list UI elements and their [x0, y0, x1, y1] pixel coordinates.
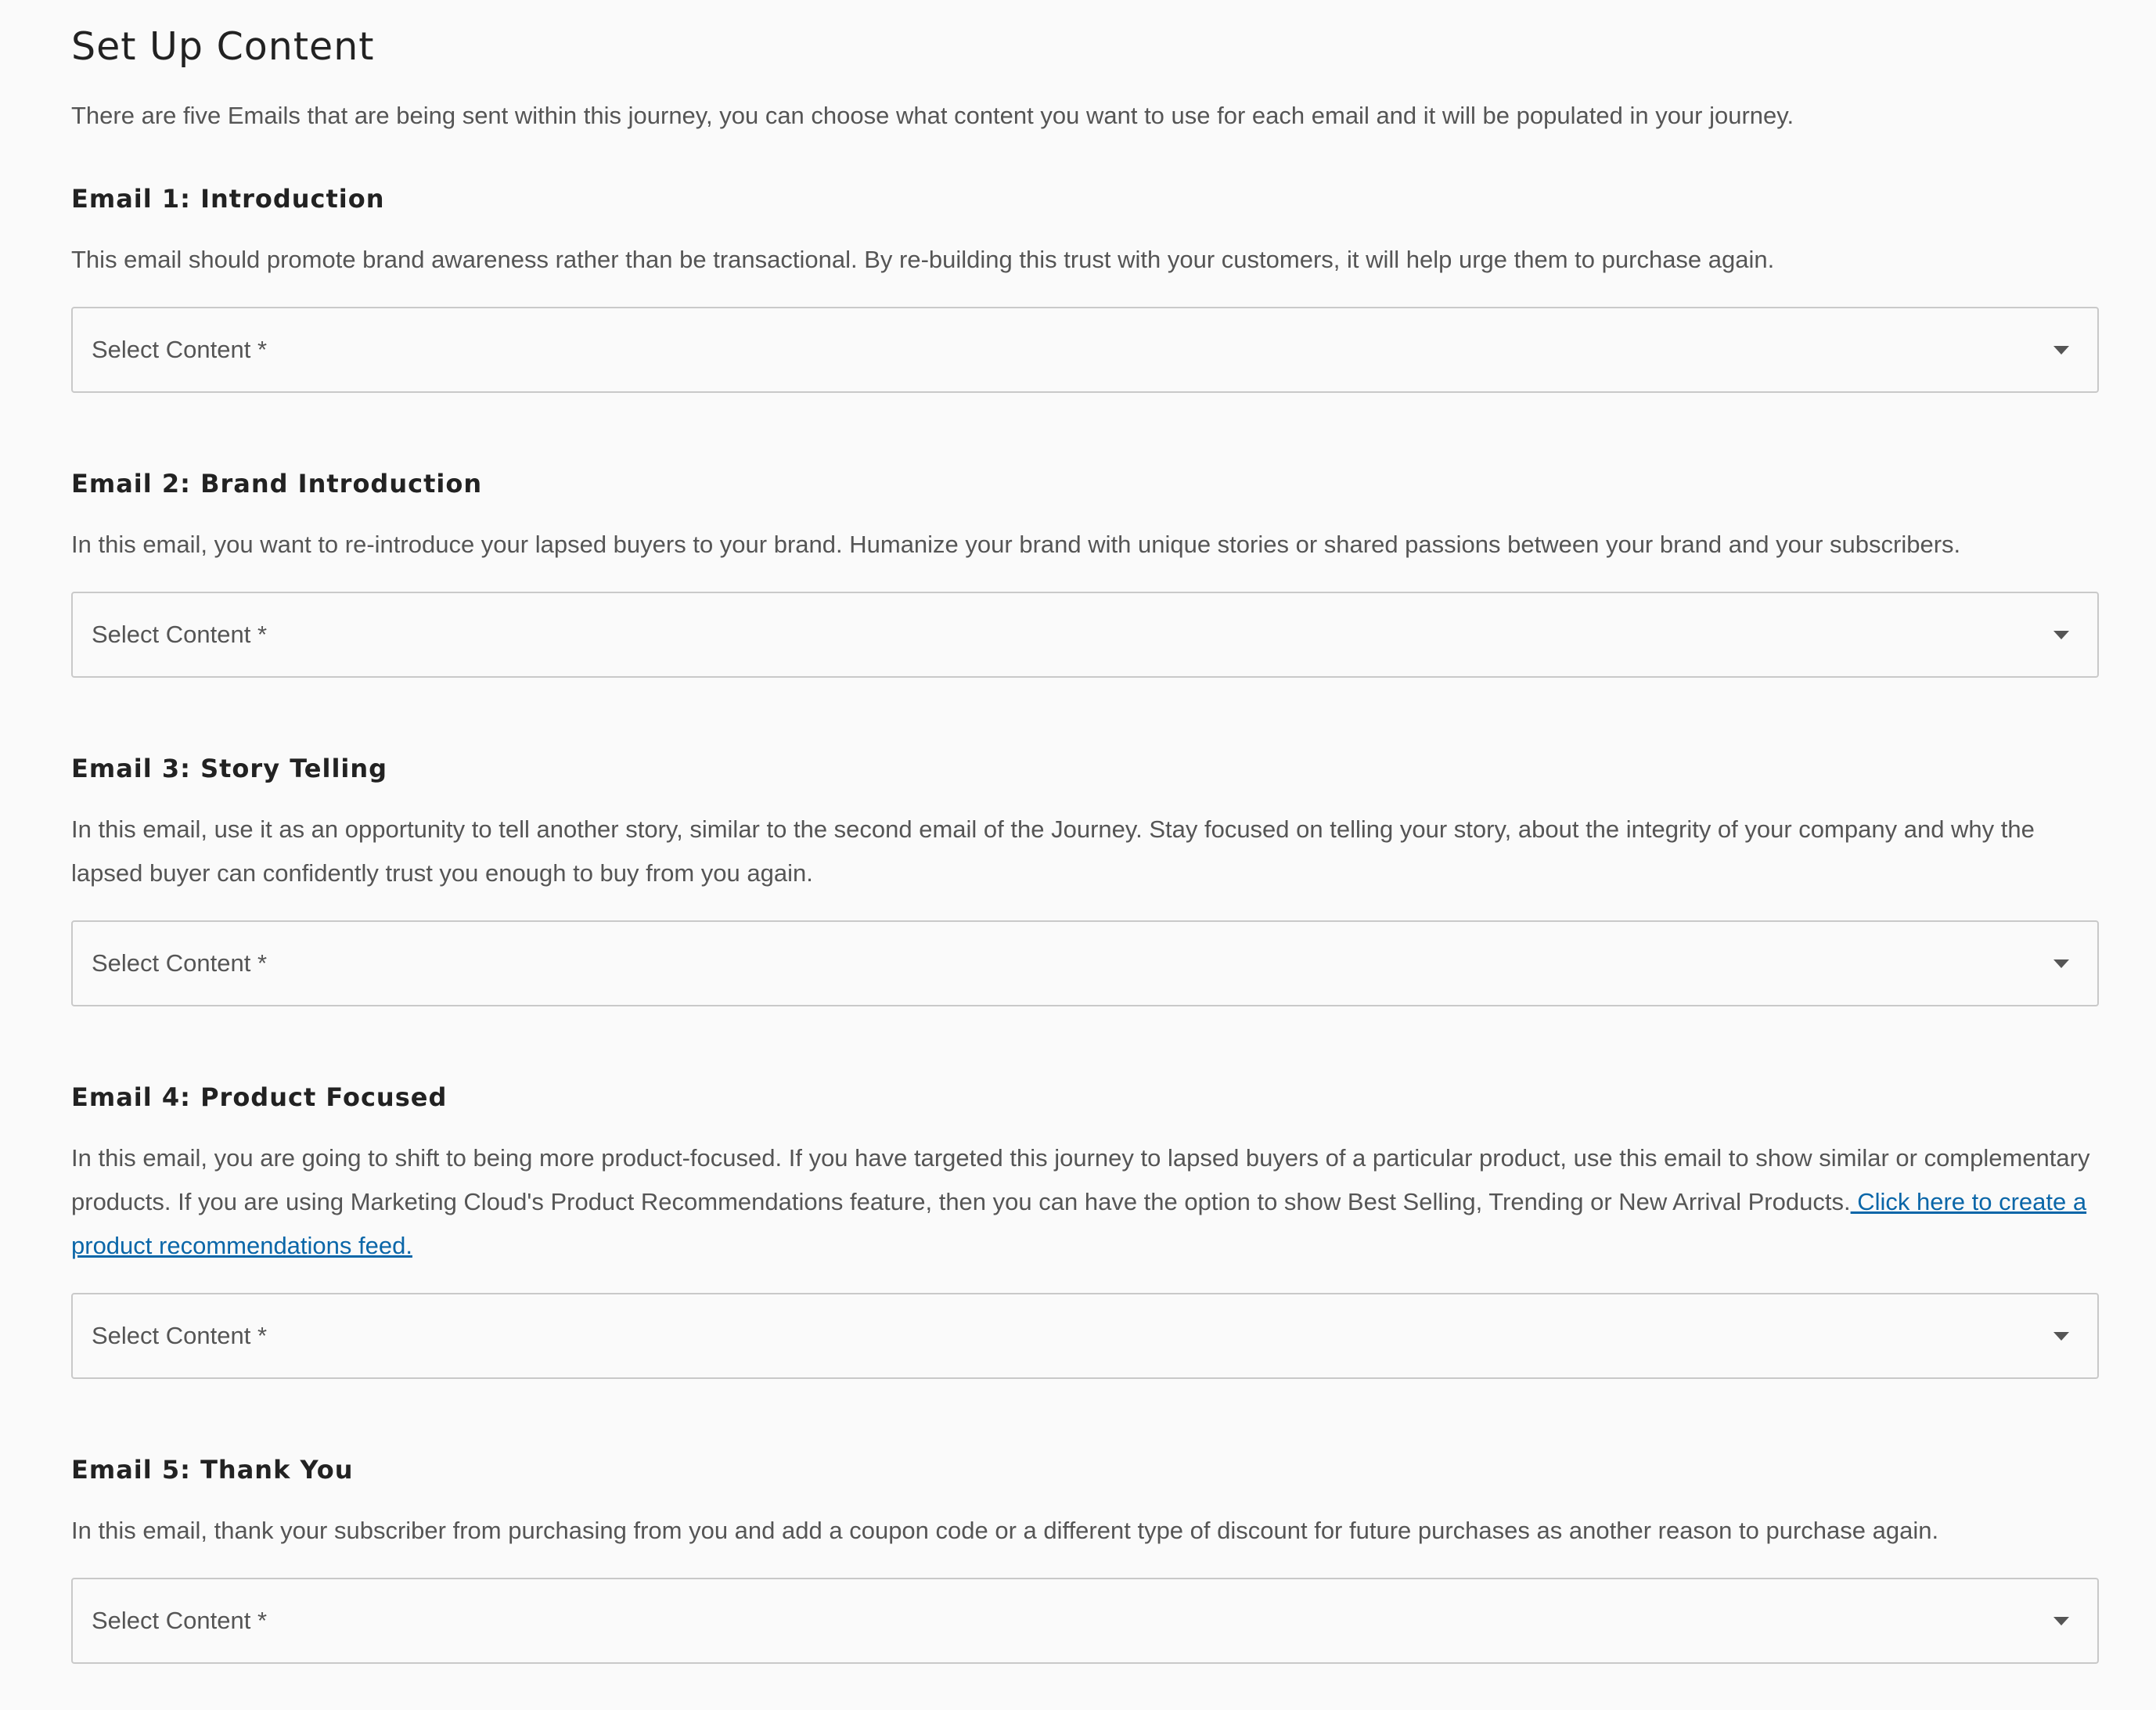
email-2-description: In this email, you want to re-introduce your lapsed buyers to your brand. Humanize your brand with unique stories or shared passions between your brand and your subscribers. — [71, 531, 1961, 558]
page-title: Set Up Content — [71, 24, 375, 69]
chevron-down-icon — [2053, 631, 2069, 639]
email-1-description: This email should promote brand awareness rather than be transactional. By re-building this trust with your customers, it will help urge them to purchase again. — [71, 246, 1775, 273]
email-1-heading: Email 1: Introduction — [71, 184, 385, 214]
email-2-content-select[interactable] — [71, 592, 2099, 678]
email-5-select-placeholder: Select Content * — [92, 1607, 268, 1634]
email-1-select-placeholder: Select Content * — [92, 336, 268, 363]
email-5-content-select[interactable] — [71, 1578, 2099, 1664]
email-2-heading: Email 2: Brand Introduction — [71, 469, 483, 499]
email-4-select-placeholder: Select Content * — [92, 1322, 268, 1349]
chevron-down-icon — [2053, 346, 2069, 355]
email-4-description-text: In this email, you are going to shift to being more product-focused. If you have targeted this journey to lapsed buyers of a particular product, use this email to show similar or complementary products. If you are using Marketing Cloud's Product Recommendations feature, then you can have the option to show Best Selling, Trending or New Arrival Products. — [71, 1144, 2090, 1215]
email-3-description: In this email, use it as an opportunity to tell another story, similar to the second email of the Journey. Stay focused on telling your story, about the integrity of your company and why the lapsed buyer can confidently trust you enough to buy from you again. — [71, 815, 2035, 887]
email-5-description: In this email, thank your subscriber from purchasing from you and add a coupon code or a different type of discount for future purchases as another reason to purchase again. — [71, 1517, 1939, 1544]
email-2-select-placeholder: Select Content * — [92, 621, 268, 648]
email-4-content-select[interactable] — [71, 1293, 2099, 1379]
chevron-down-icon — [2053, 959, 2069, 968]
page-intro: There are five Emails that are being sent within this journey, you can choose what content you want to use for each email and it will be populated in your journey. — [71, 102, 1794, 129]
product-recommendations-feed-link[interactable]: Click here to create a product recommendations feed. — [71, 1188, 2087, 1259]
email-3-content-select[interactable] — [71, 920, 2099, 1006]
chevron-down-icon — [2053, 1332, 2069, 1341]
email-1-content-select[interactable] — [71, 307, 2099, 393]
email-4-heading: Email 4: Product Focused — [71, 1082, 448, 1112]
email-3-select-placeholder: Select Content * — [92, 949, 268, 977]
email-4-description — [71, 1136, 2106, 1268]
email-5-heading: Email 5: Thank You — [71, 1455, 354, 1485]
email-3-heading: Email 3: Story Telling — [71, 754, 388, 783]
chevron-down-icon — [2053, 1617, 2069, 1625]
